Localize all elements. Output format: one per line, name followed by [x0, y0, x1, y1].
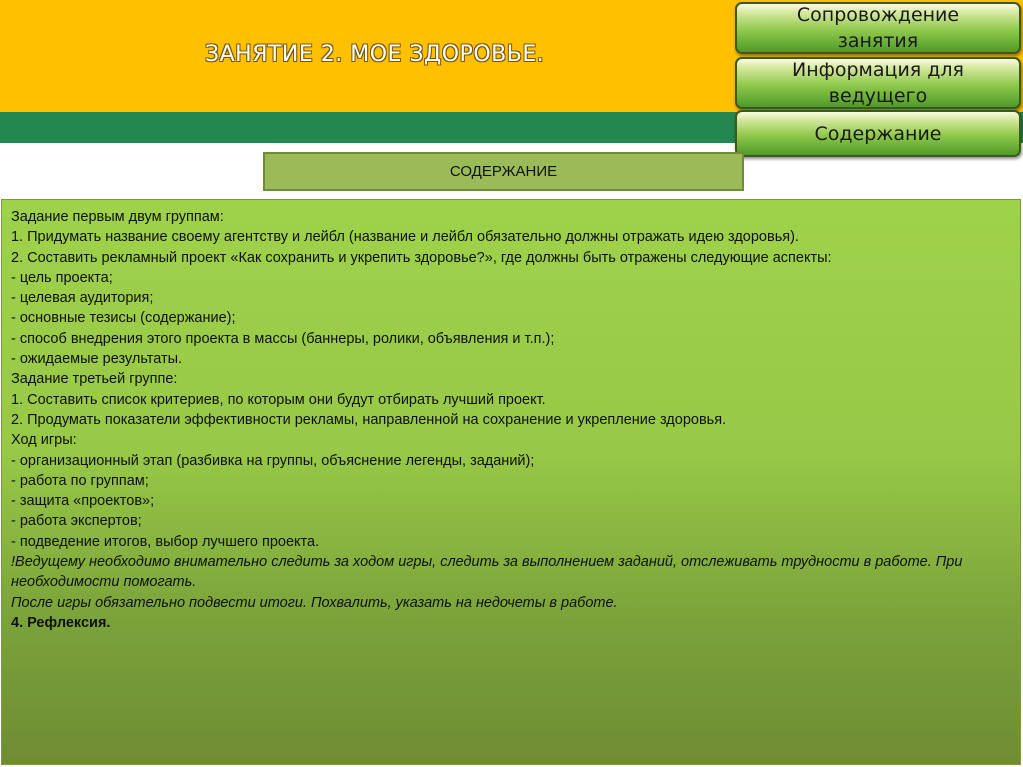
host-note: !Ведущему необходимо внимательно следить за ходом игры, следить за выполнением заданий, отслеживать трудности в работе. При необходимости помогать.: [11, 554, 963, 591]
reflection-heading: 4. Рефлексия.: [11, 614, 111, 631]
nav-button-label: Содержание: [814, 122, 942, 145]
nav-button-label-line2: занятия: [837, 30, 919, 52]
section-title: СОДЕРЖАНИЕ: [449, 163, 558, 180]
section-header: [263, 152, 744, 191]
nav-button-lesson-support[interactable]: [735, 2, 1021, 54]
content-line: 2. Продумать показатели эффективности рекламы, направленной на сохранение и укрепление здоровья.: [11, 411, 727, 428]
content-line: - защита «проектов»;: [11, 493, 155, 510]
nav-button-contents[interactable]: [735, 110, 1021, 157]
nav-button-label-line1: Информация для: [791, 59, 964, 81]
page-title: ЗАНЯТИЕ 2. МОЕ ЗДОРОВЬЕ.: [205, 42, 545, 67]
content-line: 1. Придумать название своему агентству и лейбл (название и лейбл обязательно должны отражать идею здоровья).: [11, 229, 799, 246]
content-line: - ожидаемые результаты.: [11, 351, 183, 368]
nav-button-host-info[interactable]: [735, 57, 1021, 109]
content-line: - подведение итогов, выбор лучшего проекта.: [11, 533, 320, 550]
content-line: Задание третьей группе:: [11, 371, 178, 388]
content-line: 2. Составить рекламный проект «Как сохранить и укрепить здоровье?», где должны быть отражены следующие аспекты:: [11, 249, 832, 266]
content-line: - целевая аудитория;: [11, 290, 154, 307]
content-line: - работа экспертов;: [11, 513, 142, 530]
content-line: Ход игры:: [11, 432, 77, 449]
content-line: - работа по группам;: [11, 472, 149, 489]
content-panel: [1, 199, 1021, 765]
content-line: Задание первым двум группам:: [11, 209, 224, 225]
content-line: - цель проекта;: [11, 269, 113, 286]
summary-note: После игры обязательно подвести итоги. Похвалить, указать на недочеты в работе.: [11, 594, 618, 611]
content-line: - способ внедрения этого проекта в массы (баннеры, ролики, объявления и т.п.);: [11, 330, 555, 347]
nav-button-label-line1: Сопровождение: [796, 4, 960, 26]
content-line: - основные тезисы (содержание);: [11, 310, 236, 327]
nav-button-label-line2: ведущего: [828, 85, 928, 107]
content-line: - организационный этап (разбивка на группы, объяснение легенды, заданий);: [11, 452, 535, 469]
content-line: 1. Составить список критериев, по которым они будут отбирать лучший проект.: [11, 391, 546, 408]
